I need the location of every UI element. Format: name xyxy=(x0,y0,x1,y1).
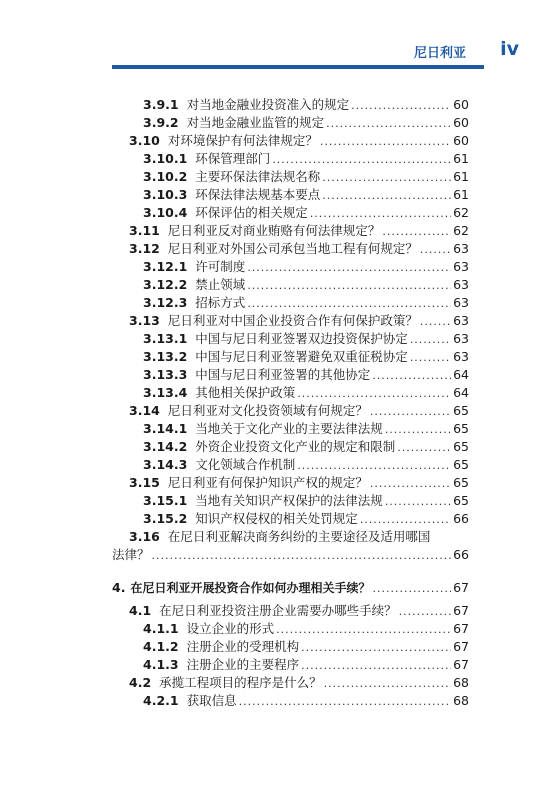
toc-leader-dots xyxy=(272,151,451,168)
toc-entry-page: 60 xyxy=(453,133,469,148)
toc-leader-dots xyxy=(310,205,451,222)
toc-entry-number: 3.14.3 xyxy=(143,457,188,472)
toc-leader-dots xyxy=(385,421,451,438)
toc-leader-dots xyxy=(152,547,452,564)
toc-entry-page: 67 xyxy=(453,603,469,618)
toc-entry[interactable] xyxy=(143,114,469,131)
toc-entry-number: 3.13.1 xyxy=(143,331,188,346)
toc-leader-dots xyxy=(247,259,451,276)
toc-entry-title: 尼日利亚对外国公司承包当地工程有何规定？ xyxy=(167,241,418,256)
toc-entry-title: 承揽工程项目的程序是什么？ xyxy=(159,675,322,690)
toc-leader-dots xyxy=(397,439,451,456)
toc-entry-title: 许可制度 xyxy=(195,259,246,274)
toc-entry-number: 3.11 xyxy=(129,223,160,238)
toc-leader-dots xyxy=(372,367,451,384)
toc-chapter-entry[interactable] xyxy=(112,579,469,596)
toc-entry-title: 中国与尼日利亚签署的其他协定 xyxy=(195,367,371,382)
toc-entry-title: 对当地金融业投资准入的规定 xyxy=(186,97,350,112)
toc-entry-page: 65 xyxy=(453,475,469,490)
toc-entry-title: 获取信息 xyxy=(186,693,237,708)
toc-leader-dots xyxy=(324,675,451,692)
toc-entry-title: 尼日利亚反对商业贿赂有何法律规定？ xyxy=(167,223,381,238)
toc-entry[interactable] xyxy=(143,96,469,113)
toc-entry-number: 4.2 xyxy=(129,675,152,690)
toc-entry-number: 3.12.2 xyxy=(143,277,188,292)
toc-entry-number: 4.1.1 xyxy=(143,621,179,636)
toc-entry-title: 当地有关知识产权保护的法律法规 xyxy=(195,493,383,508)
toc-leader-dots xyxy=(410,331,451,348)
toc-entry-page: 67 xyxy=(453,657,469,672)
toc-entry-number: 3.10.3 xyxy=(143,187,188,202)
toc-entry[interactable] xyxy=(143,186,469,203)
toc-entry-page: 60 xyxy=(453,115,469,130)
toc-entry-title: 在尼日利亚投资注册企业需要办哪些手续？ xyxy=(159,603,397,618)
toc-leader-dots xyxy=(322,169,451,186)
toc-entry-title: 主要环保法律法规名称 xyxy=(195,169,321,184)
toc-entry[interactable] xyxy=(129,240,469,257)
toc-entry[interactable] xyxy=(143,438,469,455)
page-number: iv xyxy=(500,38,519,60)
toc-entry-page: 67 xyxy=(453,580,469,595)
toc-leader-dots xyxy=(301,639,451,656)
toc-leader-dots xyxy=(326,115,451,132)
toc-entry[interactable] xyxy=(129,474,469,491)
toc-entry-title: 环保评估的相关规定 xyxy=(195,205,308,220)
toc-entry-title: 对当地金融业监管的规定 xyxy=(186,115,325,130)
toc-entry-page: 68 xyxy=(453,693,469,708)
toc-entry-page: 65 xyxy=(453,403,469,418)
toc-entry[interactable] xyxy=(143,492,469,509)
toc-leader-dots xyxy=(370,475,451,492)
running-header-title: 尼日利亚 xyxy=(413,46,466,61)
toc-entry-page: 60 xyxy=(453,97,469,112)
toc-entry-number: 3.10 xyxy=(129,133,160,148)
toc-entry-title: 注册企业的受理机构 xyxy=(186,639,300,654)
toc-entry[interactable] xyxy=(143,366,469,383)
toc-entry-page: 65 xyxy=(453,493,469,508)
toc-entry-number: 3.13.3 xyxy=(143,367,188,382)
toc-entry[interactable] xyxy=(143,276,469,293)
toc-entry-number: 3.15 xyxy=(129,475,160,490)
toc-entry-page: 63 xyxy=(453,241,469,256)
toc-entry[interactable] xyxy=(143,294,469,311)
toc-entry-page: 63 xyxy=(453,277,469,292)
toc-entry-page: 62 xyxy=(453,223,469,238)
toc-entry-title: 尼日利亚对中国企业投资合作有何保护政策？ xyxy=(167,313,418,328)
toc-entry[interactable] xyxy=(129,674,469,691)
toc-entry-page: 66 xyxy=(453,547,469,562)
toc-entry-page: 63 xyxy=(453,331,469,346)
toc-entry-page: 64 xyxy=(453,367,469,382)
toc-entry-number: 4.1.3 xyxy=(143,657,179,672)
toc-leader-dots xyxy=(410,349,451,366)
toc-leader-dots xyxy=(360,511,451,528)
toc-entry-title: 对环境保护有何法律规定？ xyxy=(167,133,318,148)
toc-entry-number: 4.1 xyxy=(129,603,152,618)
toc-entry-number: 4.1.2 xyxy=(143,639,179,654)
toc-entry[interactable] xyxy=(143,348,469,365)
toc-leader-dots xyxy=(297,385,451,402)
toc-entry-number: 3.14.1 xyxy=(143,421,188,436)
toc-entry[interactable] xyxy=(143,204,469,221)
toc-entry[interactable] xyxy=(143,620,469,637)
toc-entry-number: 4.2.1 xyxy=(143,693,179,708)
toc-entry-title: 环保管理部门 xyxy=(195,151,271,166)
toc-leader-dots xyxy=(301,657,451,674)
toc-leader-dots xyxy=(385,493,451,510)
toc-entry[interactable] xyxy=(143,692,469,709)
toc-entry-number: 3.13.4 xyxy=(143,385,188,400)
toc-entry-page: 65 xyxy=(453,421,469,436)
toc-entry-number: 3.10.1 xyxy=(143,151,188,166)
toc-leader-dots xyxy=(351,97,451,114)
toc-entry-page: 63 xyxy=(453,349,469,364)
toc-leader-dots xyxy=(370,403,451,420)
toc-entry-number: 3.13 xyxy=(129,313,160,328)
toc-entry-page: 67 xyxy=(453,621,469,636)
toc-entry-number: 3.13.2 xyxy=(143,349,188,364)
toc-leader-dots xyxy=(399,603,451,620)
toc-entry[interactable] xyxy=(129,402,469,419)
toc-entry-title: 注册企业的主要程序 xyxy=(186,657,300,672)
toc-entry-page: 67 xyxy=(453,639,469,654)
toc-leader-dots xyxy=(247,277,451,294)
toc-entry-continuation[interactable] xyxy=(112,546,469,563)
toc-entry-title: 其他相关保护政策 xyxy=(195,385,296,400)
toc-entry-title: 设立企业的形式 xyxy=(186,621,275,636)
toc-entry[interactable] xyxy=(143,330,469,347)
toc-entry-title: 在尼日利亚解决商务纠纷的主要途径及适用哪国 xyxy=(167,529,431,544)
toc-entry-page: 66 xyxy=(453,511,469,526)
toc-entry-title: 文化领域合作机制 xyxy=(195,457,296,472)
toc-entry-number: 3.16 xyxy=(129,529,160,544)
toc-entry[interactable] xyxy=(129,312,469,329)
toc-entry-title: 招标方式 xyxy=(195,295,246,310)
toc-entry-number: 3.15.2 xyxy=(143,511,188,526)
toc-entry[interactable] xyxy=(129,132,469,149)
toc-entry-title: 当地关于文化产业的主要法律法规 xyxy=(195,421,383,436)
toc-entry-number: 3.9.1 xyxy=(143,97,179,112)
toc-entry[interactable] xyxy=(143,456,469,473)
toc-entry[interactable] xyxy=(143,638,469,655)
toc-leader-dots xyxy=(420,313,451,330)
toc-leader-dots xyxy=(382,223,451,240)
toc-leader-dots xyxy=(297,457,451,474)
toc-entry-number: 3.12 xyxy=(129,241,160,256)
toc-entry-page: 68 xyxy=(453,675,469,690)
toc-entry-title-continued: 法律？ xyxy=(112,547,150,562)
toc-entry[interactable] xyxy=(143,168,469,185)
toc-leader-dots xyxy=(247,295,451,312)
toc-entry-title: 知识产权侵权的相关处罚规定 xyxy=(195,511,358,526)
toc-entry-title: 尼日利亚有何保护知识产权的规定？ xyxy=(167,475,368,490)
toc-entry-page: 63 xyxy=(453,295,469,310)
toc-leader-dots xyxy=(276,621,451,638)
toc-entry-number: 3.12.1 xyxy=(143,259,188,274)
toc-entry[interactable] xyxy=(129,528,430,545)
toc-entry[interactable] xyxy=(143,420,469,437)
toc-entry-page: 65 xyxy=(453,457,469,472)
toc-entry-page: 61 xyxy=(453,187,469,202)
toc-entry[interactable] xyxy=(129,602,469,619)
toc-leader-dots xyxy=(420,241,451,258)
toc-entry-number: 3.15.1 xyxy=(143,493,188,508)
toc-entry-title: 环保法律法规基本要点 xyxy=(195,187,321,202)
toc-entry-number: 4. xyxy=(112,580,126,595)
toc-leader-dots xyxy=(322,187,451,204)
toc-entry-title: 中国与尼日利亚签署避免双重征税协定 xyxy=(195,349,408,364)
toc-entry[interactable] xyxy=(143,384,469,401)
toc-entry-page: 61 xyxy=(453,169,469,184)
toc-entry-page: 65 xyxy=(453,439,469,454)
toc-entry-number: 3.14 xyxy=(129,403,160,418)
toc-entry-number: 3.9.2 xyxy=(143,115,179,130)
toc-entry-page: 61 xyxy=(453,151,469,166)
toc-entry-page: 62 xyxy=(453,205,469,220)
toc-entry-number: 3.10.2 xyxy=(143,169,188,184)
toc-leader-dots xyxy=(239,693,451,710)
toc-leader-dots xyxy=(372,580,451,597)
toc-entry[interactable] xyxy=(129,222,469,239)
header-rule xyxy=(112,65,484,69)
toc-entry-page: 63 xyxy=(453,259,469,274)
toc-entry-number: 3.12.3 xyxy=(143,295,188,310)
toc-entry-title: 尼日利亚对文化投资领域有何规定？ xyxy=(167,403,368,418)
toc-leader-dots xyxy=(320,133,451,150)
toc-entry-number: 3.14.2 xyxy=(143,439,188,454)
toc-entry-title: 在尼日利亚开展投资合作如何办理相关手续？ xyxy=(130,581,371,595)
toc-entry[interactable] xyxy=(143,258,469,275)
toc-entry[interactable] xyxy=(143,656,469,673)
toc-entry[interactable] xyxy=(143,150,469,167)
toc-entry-page: 63 xyxy=(453,313,469,328)
toc-entry-title: 禁止领域 xyxy=(195,277,246,292)
toc-entry-title: 中国与尼日利亚签署双边投资保护协定 xyxy=(195,331,408,346)
toc-entry-page: 64 xyxy=(453,385,469,400)
toc-entry[interactable] xyxy=(143,510,469,527)
toc-entry-title: 外资企业投资文化产业的规定和限制 xyxy=(195,439,396,454)
toc-entry-number: 3.10.4 xyxy=(143,205,188,220)
